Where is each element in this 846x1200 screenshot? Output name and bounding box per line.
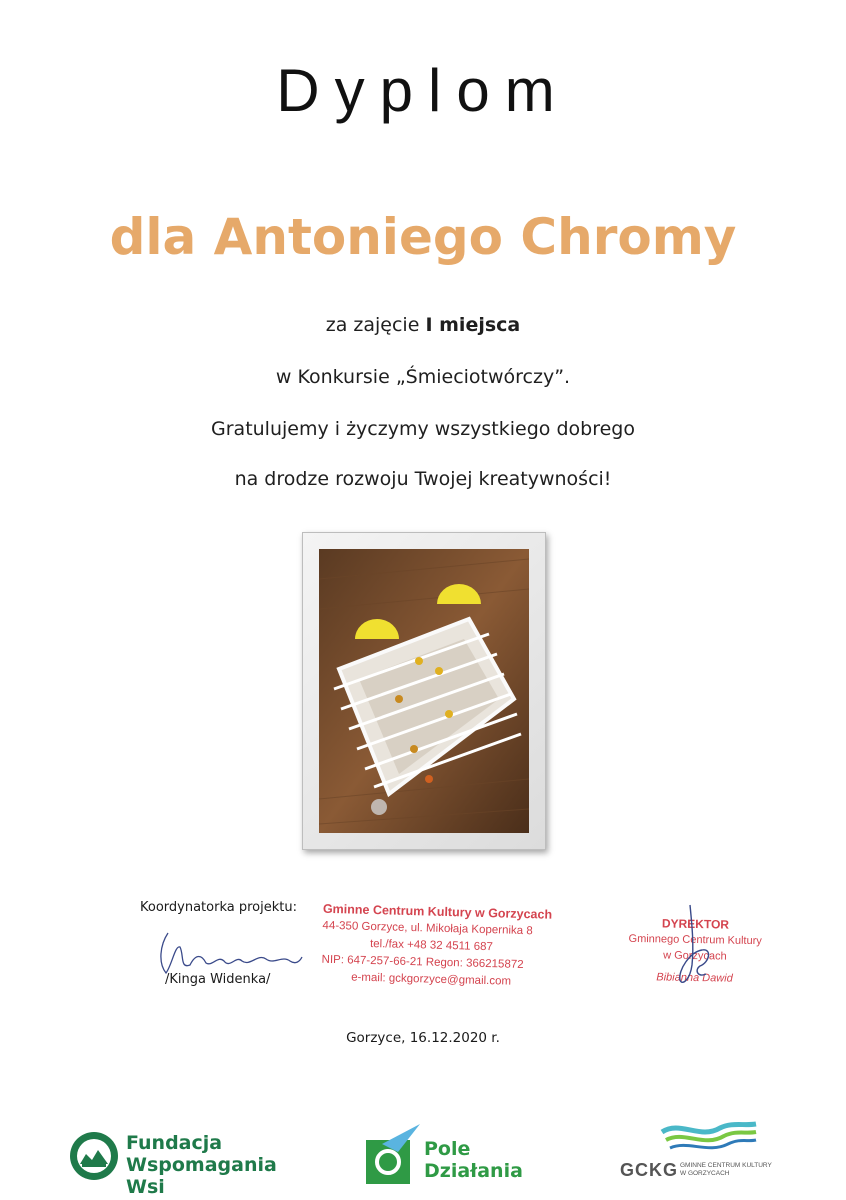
institution-stamp xyxy=(321,901,573,993)
recipient-name: dla Antoniego Chromy xyxy=(109,208,737,266)
contest-line: w Konkursie „Śmieciotwórczy”. xyxy=(275,366,571,388)
director-name: Bibianna Dawid xyxy=(656,971,733,985)
pole-dzialania-text xyxy=(424,1138,523,1182)
gckg-subtitle-2: W GORZYCACH xyxy=(680,1170,730,1177)
fundacja-emblem-icon xyxy=(68,1130,120,1182)
stamp-institution: Gminne Centrum Kultury w Gorzycach xyxy=(322,901,553,922)
award-line xyxy=(0,314,846,336)
stamp-phone: tel./fax +48 32 4511 687 xyxy=(369,937,494,954)
stamp-email: e-mail: gckgorzyce@gmail.com xyxy=(350,971,512,988)
director-location: w Gorzycach xyxy=(663,949,727,963)
award-photo xyxy=(319,549,529,833)
gckg-subtitle-1: GMINNE CENTRUM KULTURY xyxy=(680,1162,772,1169)
fundacja-text xyxy=(126,1132,298,1198)
stamp-address: 44-350 Gorzyce, ul. Mikołaja Kopernika 8 xyxy=(322,919,533,938)
award-place: I miejsca xyxy=(425,314,521,336)
pole-dzialania-name-2: Działania xyxy=(424,1160,523,1182)
coordinator-label: Koordynatorka projektu: xyxy=(140,900,297,915)
director-institution: Gminnego Centrum Kultury xyxy=(628,932,762,948)
gckg-acronym: GCKG xyxy=(620,1160,678,1180)
pole-dzialania-emblem-icon xyxy=(362,1122,422,1188)
pole-dzialania-logo xyxy=(362,1122,552,1192)
director-signature xyxy=(650,900,740,990)
photo-frame xyxy=(302,532,546,850)
wishes-line: na drodze rozwoju Twojej kreatywności! xyxy=(234,468,612,490)
gckg-waves-icon xyxy=(660,1118,760,1158)
coordinator-name: /Kinga Widenka/ xyxy=(165,972,271,987)
gckg-subtitle xyxy=(680,1162,772,1178)
congrats-line: Gratulujemy i życzymy wszystkiego dobrego xyxy=(211,418,635,440)
fundacja-name-2: Wspomagania Wsi xyxy=(126,1154,277,1198)
diploma-title: Dyplom xyxy=(276,57,570,124)
gckg-logo xyxy=(620,1118,790,1188)
fundacja-name-1: Fundacja xyxy=(126,1132,223,1154)
pole-dzialania-name-1: Pole xyxy=(424,1138,471,1160)
issue-date: Gorzyce, 16.12.2020 r. xyxy=(346,1030,500,1046)
fundacja-logo xyxy=(68,1128,298,1198)
director-title: DYREKTOR xyxy=(661,916,730,932)
stamp-nip-regon: NIP: 647-257-66-21 Regon: 366215872 xyxy=(321,953,524,972)
award-line-text: za zajęcie xyxy=(325,314,426,336)
